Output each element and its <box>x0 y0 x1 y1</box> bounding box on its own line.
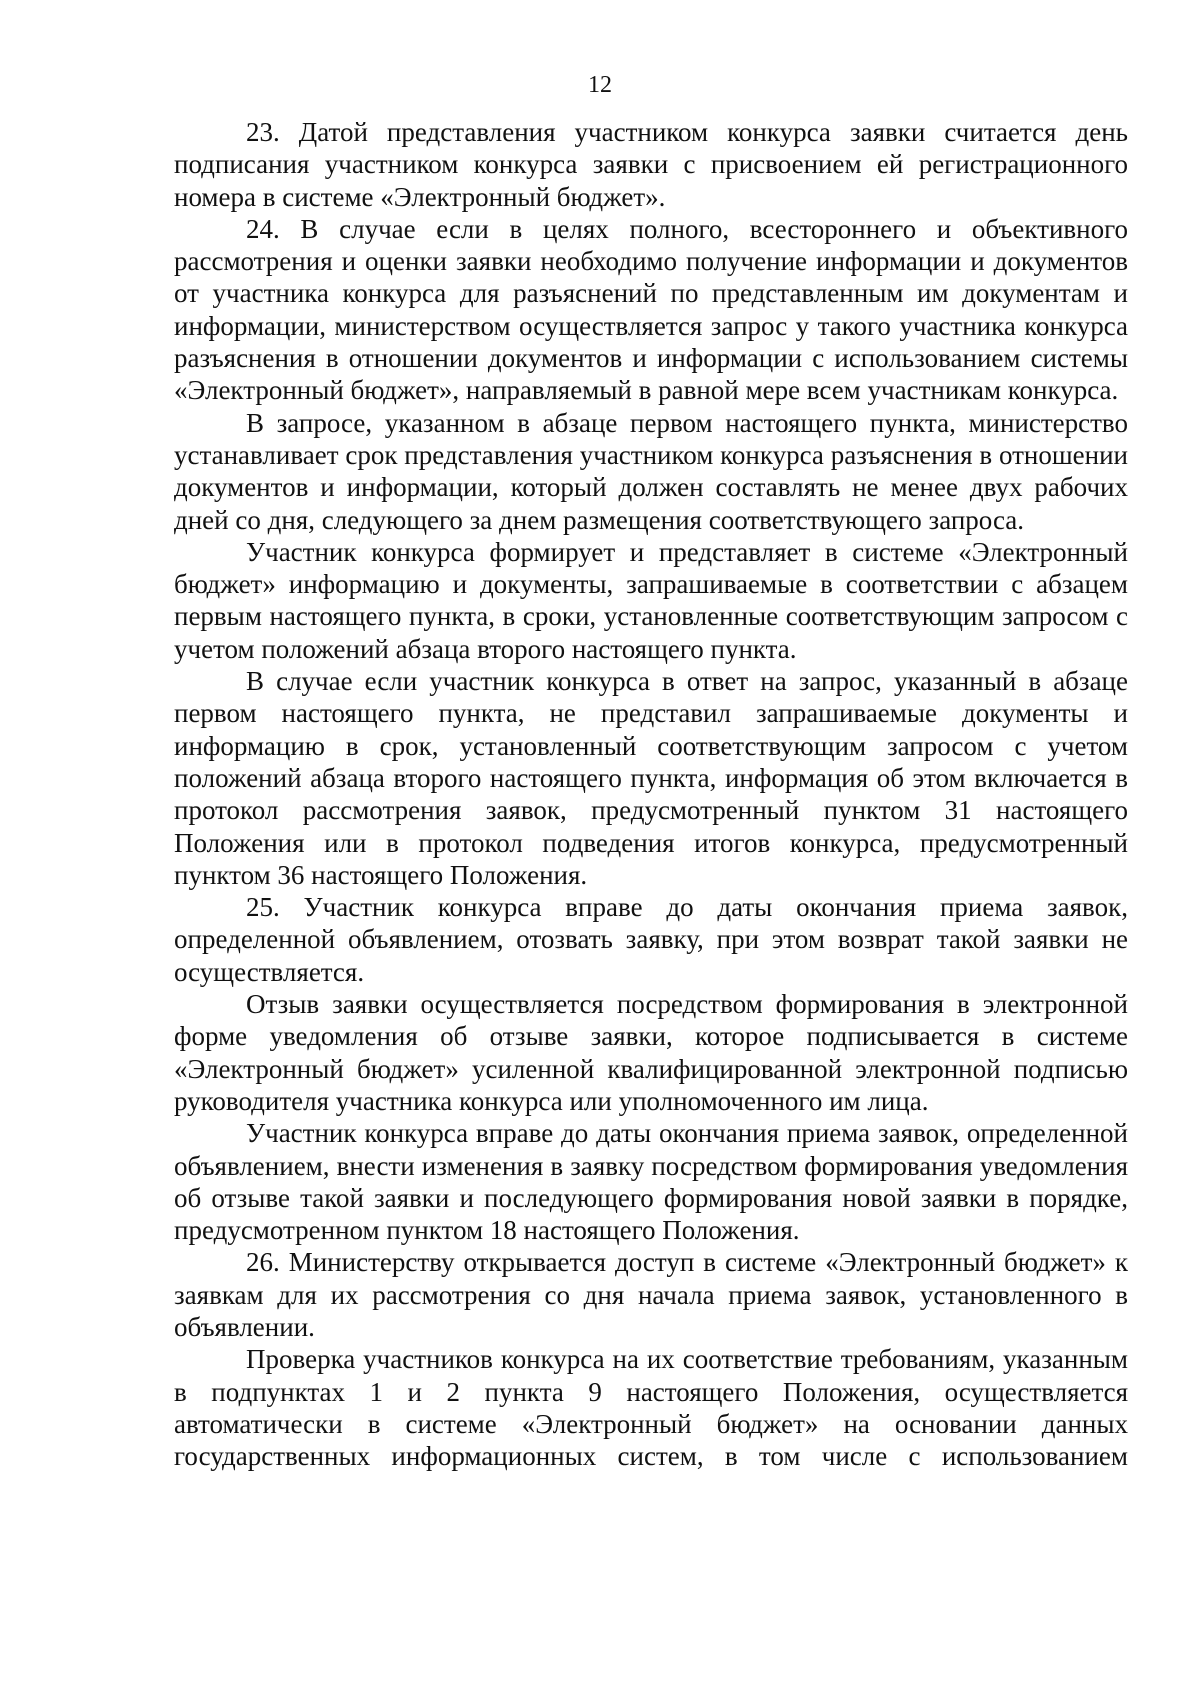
paragraph-24-no-response: В случае если участник конкурса в ответ на запрос, указанный в абзаце первом настоящего пункта, не представил запрашиваемые документы и информацию в срок, установленный соответствующим запросом с учетом положений абзаца второго настоящего пункта, информация об этом включается в протокол рассмотрения заявок, предусмотренный пунктом 31 настоящего Положения или в протокол подведения итогов конкурса, предусмотренный пунктом 36 настоящего Положения. <box>174 666 1128 890</box>
paragraph-24-request-deadline: В запросе, указанном в абзаце первом настоящего пункта, министерство устанавливает срок представления участником конкурса разъяснения в отношении документов и информации, который должен составлять не менее двух рабочих дней со дня, следующего за днем размещения соответствующего запроса. <box>174 407 1128 535</box>
paragraph-25: 25. Участник конкурса вправе до даты окончания приема заявок, определенной объявлением, отозвать заявку, при этом возврат такой заявки не осуществляется. <box>174 892 1128 987</box>
paragraph-23: 23. Датой представления участником конкурса заявки считается день подписания участником конкурса заявки с присвоением ей регистрационного номера в системе «Электронный бюджет». <box>174 117 1128 212</box>
page-number: 12 <box>588 72 612 98</box>
paragraph-24-participant-response: Участник конкурса формирует и представляет в системе «Электронный бюджет» информацию и документы, запрашиваемые в соответствии с абзацем первым настоящего пункта, в сроки, установленные соответствующим запросом с учетом положений абзаца второго настоящего пункта. <box>174 536 1128 664</box>
paragraph-26-verification: Проверка участников конкурса на их соответствие требованиям, указанным в подпунктах 1 и 2 пункта 9 настоящего Положения, осуществляется автоматически в системе «Электронный бюджет» на основании данных государственных информационных систем, в том числе с использованием <box>174 1344 1128 1472</box>
paragraph-25-withdrawal: Отзыв заявки осуществляется посредством формирования в электронной форме уведомления об отзыве заявки, которое подписывается в системе «Электронный бюджет» усиленной квалифицированной электронной подписью руководителя участника конкурса или уполномоченного им лица. <box>174 989 1128 1116</box>
paragraph-24: 24. В случае если в целях полного, всестороннего и объективного рассмотрения и оценки заявки необходимо получение информации и документов от участника конкурса для разъяснений по представленным им документам и информации, министерством осуществляется запрос у такого участника конкурса разъяснения в отношении документов и информации с использованием системы «Электронный бюджет», направляемый в равной мере всем участникам конкурса. <box>174 213 1128 406</box>
paragraph-25-changes: Участник конкурса вправе до даты окончания приема заявок, определенной объявлением, внести изменения в заявку посредством формирования уведомления об отзыве такой заявки и последующего формирования новой заявки в порядке, предусмотренном пунктом 18 настоящего Положения. <box>174 1118 1128 1246</box>
document-body <box>174 116 1128 1472</box>
paragraph-26: 26. Министерству открывается доступ в системе «Электронный бюджет» к заявкам для их рассмотрения со дня начала приема заявок, установленного в объявлении. <box>174 1247 1128 1342</box>
